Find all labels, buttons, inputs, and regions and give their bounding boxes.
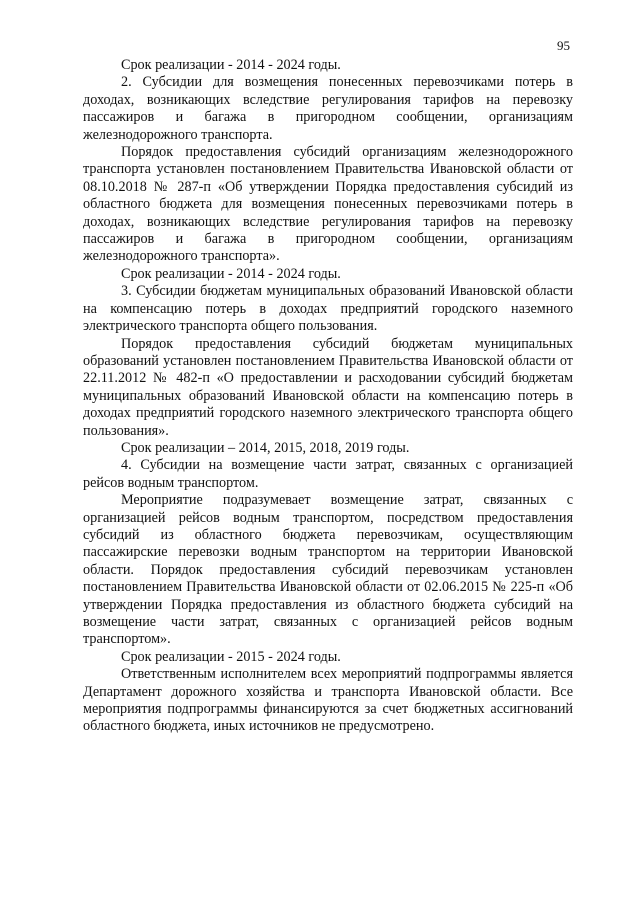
paragraph-item-4: 4. Субсидии на возмещение части затрат, связанных с организацией рейсов водным транспортом. bbox=[83, 457, 573, 491]
paragraph-item-2: 2. Субсидии для возмещения понесенных перевозчиками потерь в доходах, возникающих вследствие регулирования тарифов на перевозку пассажиров и багажа в пригородном сообщении, организациям железнодорожного транспорта. bbox=[83, 74, 573, 143]
page-number: 95 bbox=[557, 38, 570, 53]
paragraph-term-3: Срок реализации – 2014, 2015, 2018, 2019 годы. bbox=[121, 439, 410, 456]
paragraph-term-4: Срок реализации - 2015 - 2024 годы. bbox=[121, 648, 341, 665]
paragraph-item-3: 3. Субсидии бюджетам муниципальных образований Ивановской области на компенсацию потерь в доходах предприятий городского наземного электрического транспорта общего пользования. bbox=[83, 283, 573, 335]
paragraph-term-1: Срок реализации - 2014 - 2024 годы. bbox=[121, 57, 341, 73]
paragraph-procedure-4: Мероприятие подразумевает возмещение затрат, связанных с организацией рейсов водным транспортом, посредством предоставления субсидий из областного бюджета перевозчикам, осуществляющим пассажирские перевозки водным транспортом на территории Ивановской области. Порядок предоставления субсидий перевозчикам установлен постановлением Правительства Ивановской области от 02.06.2015 № 225-п «Об утверждении Порядка предоставления из областного бюджета субсидий на возмещение части затрат, связанных с организацией рейсов водным транспортом». bbox=[83, 492, 573, 648]
document-body bbox=[83, 57, 573, 736]
paragraph-procedure-3: Порядок предоставления субсидий бюджетам муниципальных образований установлен постановлением Правительства Ивановской области от 22.11.2012 № 482-п «О предоставлении и расходовании субсидий бюджетам муниципальных образований Ивановской области на компенсацию потерь в доходах предприятий городского наземного электрического транспорта общего пользования». bbox=[83, 335, 573, 439]
paragraph-procedure-2: Порядок предоставления субсидий организациям железнодорожного транспорта установлен постановлением Правительства Ивановской области от 08.10.2018 № 287-п «Об утверждении Порядка предоставления субсидий из областного бюджета для возмещения понесенных перевозчиками потерь в доходах, возникающих вследствие регулирования тарифов на перевозку пассажиров и багажа в пригородном сообщении, организациям железнодорожного транспорта». bbox=[83, 144, 573, 265]
paragraph-term-2: Срок реализации - 2014 - 2024 годы. bbox=[121, 265, 341, 282]
paragraph-responsible: Ответственным исполнителем всех мероприятий подпрограммы является Департамент дорожного хозяйства и транспорта Ивановской области. Все мероприятия подпрограммы финансируются за счет бюджетных ассигнований областного бюджета, иных источников не предусмотрено. bbox=[83, 666, 573, 735]
